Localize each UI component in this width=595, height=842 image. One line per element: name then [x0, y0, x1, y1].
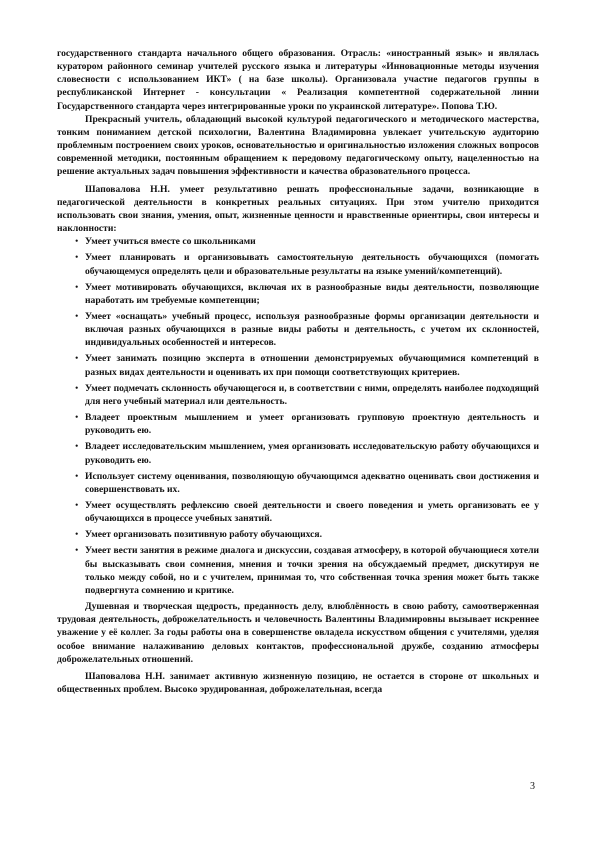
paragraph-active-position: Шаповалова Н.Н. занимает активную жизненную позицию, не остается в стороне от школьных и общественных проблем. Высоко эрудированная, доброжелательная, всегда [57, 670, 539, 696]
bullet-icon: • [75, 441, 79, 453]
list-item: • Умеет планировать и организовывать самостоятельную деятельность обучающихся (помогать обучающемуся определять цели и образовательные результаты на языке умений/компетенций). [75, 252, 539, 277]
page-number: 3 [530, 781, 535, 792]
paragraph-teacher-praise: Прекрасный учитель, обладающий высокой культурой педагогического и методического мастерства, тонким пониманием детской психологии, Валентина Владимировна увлекает учительскую аудиторию проблемным построением своих уроков, основательностью и оригинальностью изложения сложных вопросов современной методики, постоянным обращением к передовому педагогическому опыту, нацеленностью на решение актуальных задач повышения эффективности и качества образовательного процесса. [57, 113, 539, 178]
list-item: • Владеет проектным мышлением и умеет организовать групповую проектную деятельность и руководить ею. [75, 412, 539, 437]
bullet-icon: • [75, 545, 79, 557]
list-item: • Владеет исследовательским мышлением, умея организовать исследовательскую работу обучающихся и руководить ею. [75, 441, 539, 466]
list-item: • Умеет «оснащать» учебный процесс, используя разнообразные формы организации деятельности и включая разных обучающихся в разные виды работы и деятельность, с учетом их склонностей, индивидуальных особенностей и интересов. [75, 310, 539, 349]
bullet-icon: • [75, 252, 79, 264]
list-item: • Умеет подмечать склонность обучающегося и, в соответствии с ними, определять наиболее подходящий для него учебный материал или деятельность. [75, 382, 539, 407]
list-item: • Использует систему оценивания, позволяющую обучающимся адекватно оценивать свои достижения и совершенствовать их. [75, 470, 539, 495]
list-item: • Умеет мотивировать обучающихся, включая их в разнообразные виды деятельности, позволяющие наработать им требуемые компетенции; [75, 281, 539, 306]
list-item: • Умеет осуществлять рефлексию своей деятельности и своего поведения и уметь организовать ее у обучающихся в процессе учебных занятий. [75, 500, 539, 525]
bullet-icon: • [75, 236, 79, 248]
list-item: • Умеет вести занятия в режиме диалога и дискуссии, создавая атмосферу, в которой обучающиеся хотели бы высказывать свои сомнения, мнения и точки зрения на обсуждаемый предмет, дискутируя не только между собой, но и с учителем, принимая то, что собственная точка зрения может быть также подвергнута сомнению и критике. [75, 545, 539, 596]
bullet-icon: • [75, 470, 79, 482]
bullet-icon: • [75, 529, 79, 541]
paragraph-professional-tasks: Шаповалова Н.Н. умеет результативно решать профессиональные задачи, возникающие в педагогической деятельности в конкретных реальных ситуациях. При этом учителю приходится использовать свои знания, умения, опыт, жизненные ценности и нравственные ориентиры, свои интересы и наклонности: [57, 183, 539, 235]
bullet-icon: • [75, 353, 79, 365]
bullet-icon: • [75, 310, 79, 322]
document-page [57, 47, 539, 696]
bullet-icon: • [75, 500, 79, 511]
bullet-icon: • [75, 382, 79, 394]
bullet-icon: • [75, 281, 79, 293]
skills-list [57, 235, 539, 597]
paragraph-standard-curator: государственного стандарта начального общего образования. Отрасль: «иностранный язык» и являлась куратором районного семинар учителей русского языка и литературы «Инновационные методы изучения словесности с использованием ИКТ» ( на базе школы). Организовала участие педагогов группы в республиканской Интернет - консультации « Реализация компетентной содержательной линии Государственного стандарта через интегрированные уроки по украинской литературе». Попова Т.Ю. [57, 48, 539, 112]
list-item: • Умеет организовать позитивную работу обучающихся. [75, 529, 323, 541]
paragraph-generosity: Душевная и творческая щедрость, преданность делу, влюблённость в свою работу, самоотверженная трудовая деятельность, доброжелательность и человечность Валентины Владимировны вызывает искреннее уважение у её коллег. За годы работы она в совершенстве овладела искусством общения с учителями, уделяя особое внимание налаживанию деловых контактов, профессиональной дружбе, созданию атмосферы доброжелательных отношений. [57, 601, 539, 665]
list-item: • Умеет занимать позицию эксперта в отношении демонстрируемых обучающимися компетенций в разных видах деятельности и оценивать их при помощи соответствующих критериев. [75, 353, 539, 378]
bullet-icon: • [75, 412, 79, 424]
list-item: • Умеет учиться вместе со школьниками [75, 236, 256, 248]
